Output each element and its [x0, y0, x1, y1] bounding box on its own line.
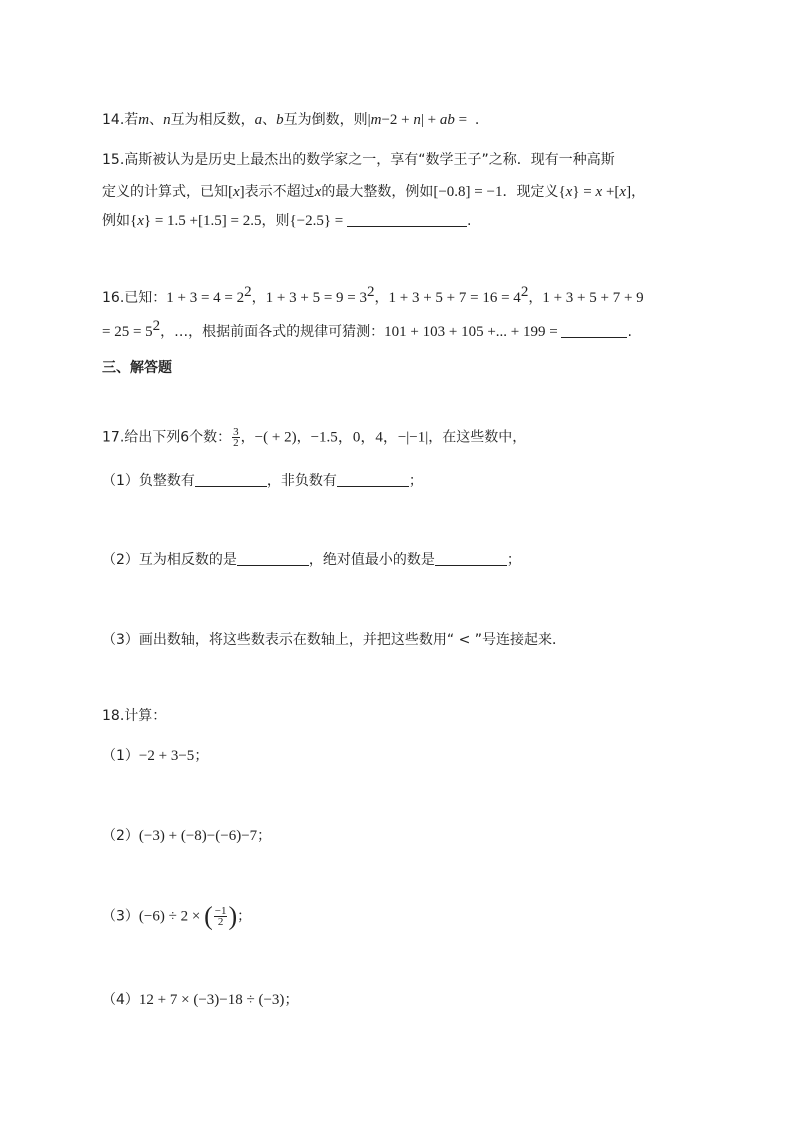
end: ；: [257, 828, 272, 844]
answer-blank[interactable]: [337, 472, 409, 487]
numerator: 3: [233, 426, 239, 438]
end: ；: [284, 992, 299, 1008]
exponent: 2: [520, 284, 529, 300]
q17-part1: [102, 471, 423, 491]
sep: ，: [296, 429, 311, 446]
q17-text: （1）负整数有: [102, 473, 195, 489]
part-label: （2）: [102, 828, 139, 844]
var-x: x: [233, 184, 240, 200]
question-17: [102, 427, 526, 448]
q14-text: 、: [262, 112, 277, 128]
var-ab: ab: [439, 112, 455, 128]
var-x: x: [619, 184, 627, 200]
question-14: [102, 110, 479, 130]
q17-number: −|−1|: [397, 429, 429, 446]
paren-left: (: [204, 901, 213, 931]
q17-part3: （3）画出数轴，将这些数表示在数轴上，并把这些数用“ < ”号连接起来．: [102, 632, 567, 648]
q17-end: ；: [408, 473, 423, 489]
expression: −2 + 3−5: [138, 748, 195, 764]
fraction-neg-half: [214, 906, 228, 927]
expr-part: +[: [602, 184, 620, 200]
brace: {: [558, 184, 566, 200]
abs-bar: |: [367, 112, 371, 128]
end: ；: [194, 748, 209, 764]
question-18-title: 18.计算：: [102, 708, 167, 724]
section-title: 三、解答题: [102, 360, 172, 376]
q14-text: 若: [124, 112, 139, 128]
q15-text: 表示不超过: [244, 184, 315, 200]
q15-text: 的最大整数，例如: [321, 184, 434, 200]
expr-part: −2 +: [381, 112, 414, 128]
q16-end: .: [627, 324, 632, 340]
q15-text: 定义的计算式，已知: [102, 184, 228, 200]
bracket: ]: [239, 184, 245, 200]
sep: ，: [240, 429, 255, 446]
paren-right: ): [228, 901, 238, 931]
var-x: x: [565, 184, 573, 200]
q16-eq: 1 + 3 + 5 + 7 = 16 = 4: [388, 290, 521, 306]
q15-end: .: [467, 213, 472, 229]
q17-text: （2）互为相反数的是: [102, 552, 237, 568]
expr-part: | +: [420, 112, 440, 128]
part-label: （4）: [102, 992, 139, 1008]
answer-blank[interactable]: [561, 323, 627, 338]
bracket: [: [228, 184, 233, 200]
sep: ，: [251, 290, 266, 306]
q14-number: 14.: [102, 112, 125, 128]
q16-text: 16.已知：: [102, 290, 167, 306]
q17-number: −( + 2): [254, 429, 297, 446]
var-b: b: [276, 112, 284, 128]
fraction-three-halves: [232, 427, 240, 448]
var-n: n: [413, 112, 421, 128]
q18-part1: [102, 746, 208, 766]
var-x: x: [595, 184, 603, 200]
exponent: 2: [367, 284, 375, 300]
q17-text: ，非负数有: [266, 473, 337, 489]
q16-eq: 1 + 3 + 5 = 9 = 3: [265, 290, 367, 306]
end: ；: [237, 908, 252, 925]
expr-part: =: [454, 112, 471, 128]
q17-end: ；: [506, 552, 521, 568]
exponent: 2: [244, 284, 252, 300]
brace: {: [130, 213, 138, 229]
answer-blank[interactable]: [237, 551, 309, 566]
question-15-line2: [102, 182, 645, 202]
numerator: −1: [214, 905, 227, 917]
q18-part4: [102, 990, 298, 1010]
q17-text: ，绝对值最小的数是: [308, 552, 435, 568]
var-m: m: [370, 112, 382, 128]
part-label: （1）: [102, 748, 139, 764]
answer-blank[interactable]: [347, 212, 467, 227]
q14-text: 、: [149, 112, 164, 128]
q17-text: ，在这些数中，: [428, 429, 527, 446]
q14-text: 互为相反数，: [170, 112, 255, 128]
sep: ，: [374, 290, 389, 306]
q15-text: ，: [631, 184, 646, 200]
q14-end: .: [474, 112, 480, 128]
denominator: 2: [217, 916, 224, 928]
q16-text: ，…，根据前面各式的规律可猜测：: [160, 324, 385, 340]
var-x: x: [314, 184, 322, 200]
q16-sum: 101 + 103 + 105 +... + 199 =: [384, 324, 562, 340]
question-15-line3: [102, 211, 471, 231]
expression: (−6) ÷ 2 ×: [138, 908, 205, 925]
answer-blank[interactable]: [195, 472, 267, 487]
q14-expression: [368, 112, 471, 128]
var-a: a: [254, 112, 263, 128]
q15-text: ．现定义: [502, 184, 559, 200]
exponent: 2: [152, 318, 161, 334]
expr-part: } = 1.5 +[1.5] = 2.5: [143, 213, 262, 229]
q14-text: 互为倒数，则: [283, 112, 368, 128]
q15-example: [−0.8] = −1: [433, 184, 503, 200]
q17-part2: [102, 550, 521, 570]
q15-example2: [130, 213, 261, 229]
question-16-line1: [102, 284, 644, 308]
var-n: n: [163, 112, 171, 128]
part-label: （3）: [102, 908, 139, 925]
var-x: x: [137, 213, 144, 229]
q17-number: −1.5: [310, 429, 338, 446]
bracket: ]: [626, 184, 632, 200]
q16-eq: = 25 = 5: [102, 324, 153, 340]
expr-part: } =: [572, 184, 596, 200]
answer-blank[interactable]: [435, 551, 507, 566]
q16-eq: 1 + 3 + 5 + 7 + 9: [542, 290, 644, 306]
q18-part2: [102, 826, 271, 846]
q17-number: ，0，4，: [337, 429, 398, 446]
q18-part3: [102, 901, 252, 931]
question-16-line2: [102, 318, 632, 342]
expression: 12 + 7 × (−3)−18 ÷ (−3): [138, 992, 285, 1008]
q15-text: ，则: [261, 213, 290, 229]
expression: (−3) + (−8)−(−6)−7: [138, 828, 258, 844]
q15-question: {−2.5} =: [289, 213, 348, 229]
q17-text: 17.给出下列6个数：: [102, 429, 232, 446]
q15-bracket-x: [228, 184, 245, 200]
var-m: m: [138, 112, 150, 128]
question-15-line1: 15.高斯被认为是历史上最杰出的数学家之一，享有“数学王子”之称．现有一种高斯: [102, 152, 615, 168]
denominator: 2: [233, 437, 239, 449]
q15-text: 例如: [102, 213, 130, 229]
q16-eq: 1 + 3 = 4 = 2: [166, 290, 245, 306]
q15-definition: [558, 184, 631, 200]
sep: ，: [528, 290, 543, 306]
